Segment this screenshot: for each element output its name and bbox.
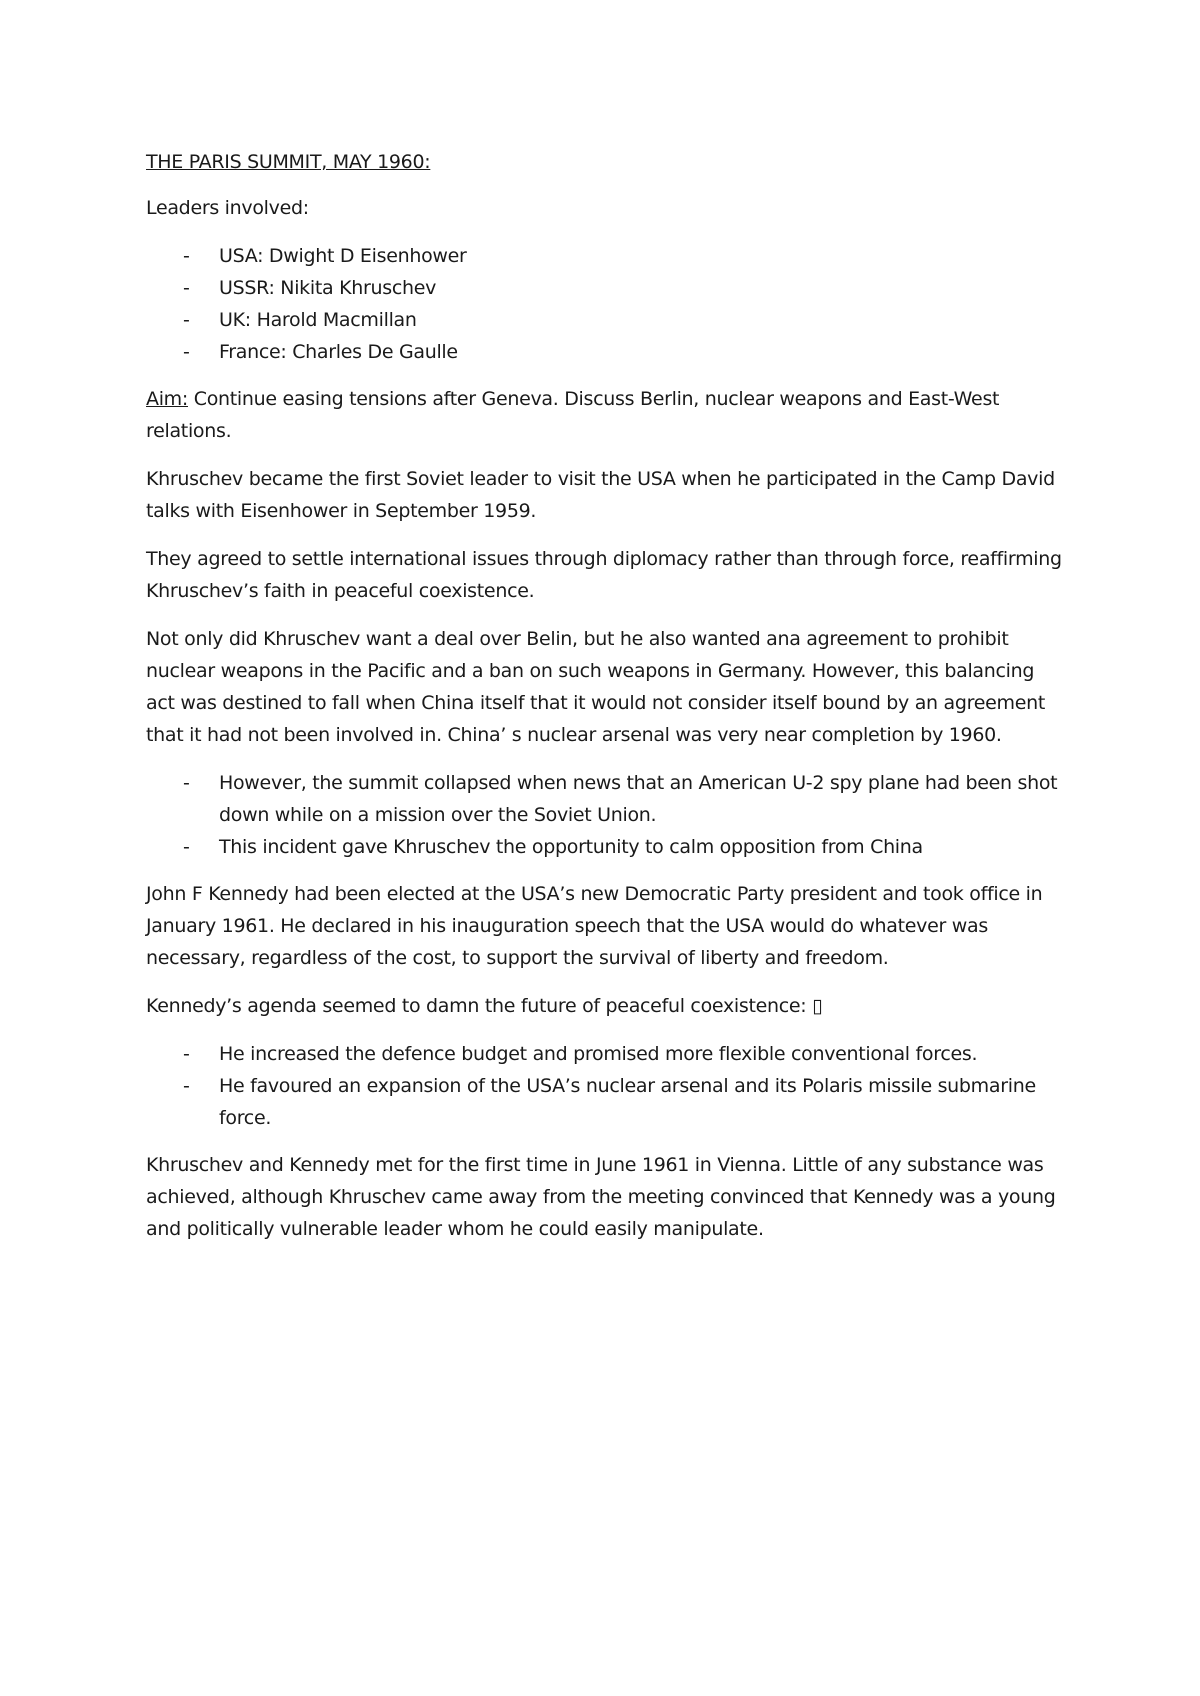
- dash-bullet: -: [183, 1075, 190, 1097]
- diplomacy-paragraph: They agreed to settle international issues through diplomacy rather than through force, reaffirming Khruschev’s faith in peaceful coexistence.: [146, 548, 1062, 602]
- berlin-paragraph: Not only did Khruschev want a deal over Belin, but he also wanted ana agreement to prohibit nuclear weapons in the Pacific and a ban on such weapons in Germany. However, this balancing act was destined to fall when China itself that it would not consider itself bound by an agreement that it had not been involved in. China’ s nuclear arsenal was very near completion by 1960.: [146, 628, 1045, 746]
- leaders-intro: Leaders involved:: [146, 197, 309, 219]
- list-item: - USA: Dwight D Eisenhower: [146, 240, 1066, 272]
- list-item: - However, the summit collapsed when news that an American U-2 spy plane had been shot down while on a mission over the Soviet Union.: [146, 767, 1066, 831]
- agenda-list: [146, 1038, 1066, 1134]
- list-item: - USSR: Nikita Khruschev: [146, 272, 1066, 304]
- dash-bullet: -: [183, 341, 190, 363]
- dash-bullet: -: [183, 277, 190, 299]
- kennedy-paragraph: John F Kennedy had been elected at the USA’s new Democratic Party president and took office in January 1961. He declared in his inauguration speech that the USA would do whatever was necessary, regardless of the cost, to support the survival of liberty and freedom.: [146, 883, 1043, 969]
- dash-bullet: -: [183, 772, 190, 794]
- aim-text: Continue easing tensions after Geneva. Discuss Berlin, nuclear weapons and East-West relations.: [146, 388, 1000, 442]
- dash-bullet: -: [183, 1043, 190, 1065]
- dash-bullet: -: [183, 836, 190, 858]
- aim-label: Aim:: [146, 388, 188, 410]
- collapse-list: [146, 767, 1066, 863]
- camp-david-paragraph: Khruschev became the first Soviet leader to visit the USA when he participated in the Camp David talks with Eisenhower in September 1959.: [146, 468, 1055, 522]
- dash-bullet: -: [183, 245, 190, 267]
- list-item: - France: Charles De Gaulle: [146, 336, 1066, 368]
- dash-bullet: -: [183, 309, 190, 331]
- aim-paragraph: [146, 383, 1066, 447]
- document-title: THE PARIS SUMMIT, MAY 1960:: [146, 151, 431, 173]
- document-page: [146, 146, 1066, 1261]
- list-item: - This incident gave Khruschev the opportunity to calm opposition from China: [146, 831, 1066, 863]
- list-item: - He favoured an expansion of the USA’s nuclear arsenal and its Polaris missile submarine force.: [146, 1070, 1066, 1134]
- agenda-intro: Kennedy’s agenda seemed to damn the future of peaceful coexistence: ▯: [146, 995, 823, 1017]
- leaders-list: [146, 240, 1066, 368]
- vienna-paragraph: Khruschev and Kennedy met for the first time in June 1961 in Vienna. Little of any substance was achieved, although Khruschev came away from the meeting convinced that Kennedy was a young and politically vulnerable leader whom he could easily manipulate.: [146, 1154, 1056, 1240]
- list-item: - He increased the defence budget and promised more flexible conventional forces.: [146, 1038, 1066, 1070]
- list-item: - UK: Harold Macmillan: [146, 304, 1066, 336]
